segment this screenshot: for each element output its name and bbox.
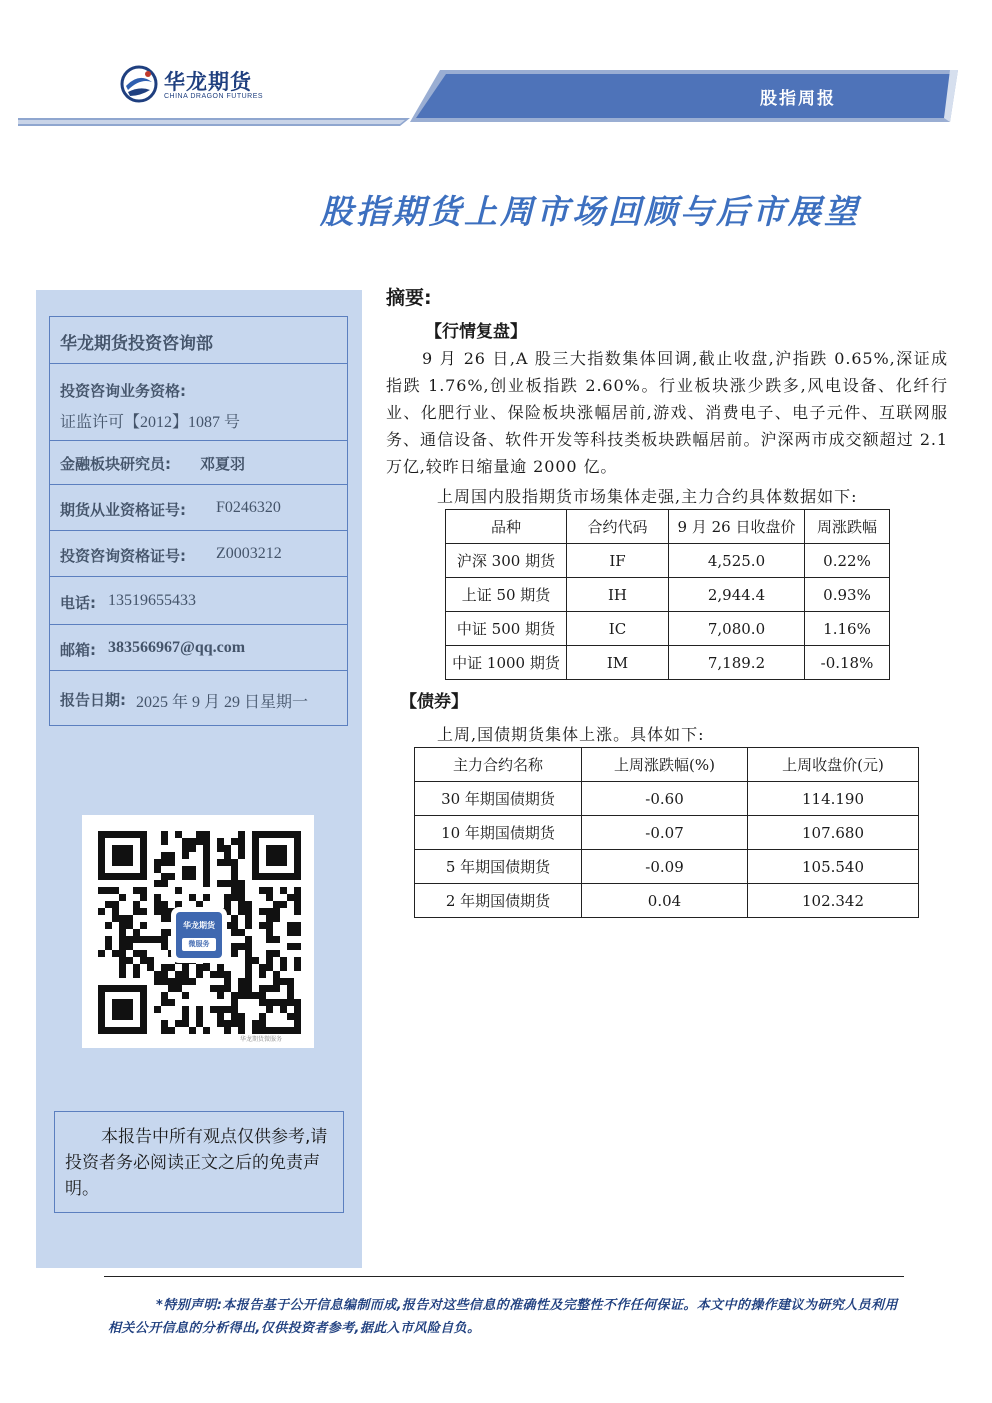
market-paragraph: 9 月 26 日,A 股三大指数集体回调,截止收盘,沪指跌 0.65%,深证成指跌 1.76%,创业板指跌 2.60%。行业板块涨少跌多,风电设备、化纤行业、化肥行业、保险板块涨幅居前,游戏、消费电子、电子元件、互联网服务、通信设备、软件开发等科技类板块跌幅居前。沪深两市成交额超过 2.1 万亿,较昨日缩量逾 2000 亿。 xyxy=(386,349,948,476)
table-cell: -0.60 xyxy=(582,782,748,816)
table-cell: -0.07 xyxy=(582,816,748,850)
qr-caption: 华龙期货微服务 xyxy=(240,1036,283,1043)
report-type-label: 股指周报 xyxy=(760,89,836,109)
qr-badge-inner xyxy=(176,912,222,958)
footer-disclaimer: *特别声明:本报告基于公开信息编制而成,报告对这些信息的准确性及完整性不作任何保证。本文中的操作建议为研究人员利用相关公开信息的分析得出,仅供投资者参考,据此入市风险自负。 xyxy=(108,1298,898,1336)
table-row xyxy=(415,782,919,816)
table-cell: -0.18% xyxy=(805,646,890,680)
table-cell: 2,944.4 xyxy=(669,578,805,612)
table-header-cell: 品种 xyxy=(446,510,567,544)
table-header-cell: 上周涨跌幅(%) xyxy=(582,748,748,782)
table-cell: 10 年期国债期货 xyxy=(415,816,582,850)
table-cell: IM xyxy=(567,646,669,680)
table-cell: IF xyxy=(567,544,669,578)
phone-value: 13519655433 xyxy=(108,592,196,609)
bond-intro: 上周,国债期货集体上涨。具体如下: xyxy=(437,725,705,744)
table-header-row xyxy=(415,748,919,782)
consult-cert-value: Z0003212 xyxy=(216,545,282,562)
qr-code xyxy=(82,815,314,1048)
info-row-futures-cert xyxy=(50,485,347,531)
qualification-label: 投资咨询业务资格: xyxy=(60,382,186,400)
table-cell: IC xyxy=(567,612,669,646)
date-label: 报告日期: xyxy=(60,691,126,709)
table-header-cell: 主力合约名称 xyxy=(415,748,582,782)
info-row-consult-cert xyxy=(50,531,347,577)
table-header-cell: 上周收盘价(元) xyxy=(748,748,919,782)
email-value: 383566967@qq.com xyxy=(108,639,246,656)
logo-icon xyxy=(120,64,158,104)
table-cell: 7,189.2 xyxy=(669,646,805,680)
table-row xyxy=(415,884,919,918)
table-cell: 沪深 300 期货 xyxy=(446,544,567,578)
summary-heading: 摘要: xyxy=(386,287,432,309)
footer-divider xyxy=(104,1276,904,1277)
logo-subtext: CHINA DRAGON FUTURES xyxy=(164,93,264,100)
info-row-date xyxy=(50,671,347,726)
table-row xyxy=(415,816,919,850)
table-header-cell: 周涨跌幅 xyxy=(805,510,890,544)
table-cell: 5 年期国债期货 xyxy=(415,850,582,884)
table-cell: 0.04 xyxy=(582,884,748,918)
analyst-info-box xyxy=(49,316,348,726)
table-cell: IH xyxy=(567,578,669,612)
table-row xyxy=(446,646,890,680)
table-row xyxy=(415,850,919,884)
futures-cert-value: F0246320 xyxy=(216,499,281,516)
qr-badge-text: 华龙期货 xyxy=(183,921,215,930)
info-row-researcher xyxy=(50,441,347,485)
bond-table xyxy=(414,747,919,918)
date-value: 2025 年 9 月 29 日星期一 xyxy=(136,694,309,711)
researcher-label: 金融板块研究员: xyxy=(60,455,171,473)
table-cell: 中证 500 期货 xyxy=(446,612,567,646)
table-cell: 4,525.0 xyxy=(669,544,805,578)
consult-cert-label: 投资咨询资格证号: xyxy=(60,547,186,565)
phone-label: 电话: xyxy=(60,594,96,612)
table-row xyxy=(446,544,890,578)
market-section-heading: 【行情复盘】 xyxy=(425,322,527,342)
table-cell: 中证 1000 期货 xyxy=(446,646,567,680)
table-cell: 107.680 xyxy=(748,816,919,850)
info-row-phone xyxy=(50,577,347,625)
page-title: 股指期货上周市场回顾与后市展望 xyxy=(320,192,860,231)
table-header-cell: 合约代码 xyxy=(567,510,669,544)
logo-text: 华龙期货 xyxy=(164,70,252,94)
table-cell: 102.342 xyxy=(748,884,919,918)
table-cell: 105.540 xyxy=(748,850,919,884)
qualification-value: 证监许可【2012】1087 号 xyxy=(60,414,241,431)
info-row-qualification xyxy=(50,364,347,441)
info-row-email xyxy=(50,625,347,671)
table-cell: 0.93% xyxy=(805,578,890,612)
info-row-department xyxy=(50,317,347,364)
futures-cert-label: 期货从业资格证号: xyxy=(60,501,186,519)
table-cell: 30 年期国债期货 xyxy=(415,782,582,816)
table-cell: 2 年期国债期货 xyxy=(415,884,582,918)
qr-badge-label: 微服务 xyxy=(182,938,216,951)
futures-intro: 上周国内股指期货市场集体走强,主力合约具体数据如下: xyxy=(437,487,858,506)
researcher-name: 邓夏羽 xyxy=(200,455,246,473)
futures-table xyxy=(445,509,890,680)
table-cell: 0.22% xyxy=(805,544,890,578)
department-name: 华龙期货投资咨询部 xyxy=(60,334,213,354)
bond-section-heading: 【债券】 xyxy=(400,692,468,712)
table-row xyxy=(446,578,890,612)
email-label: 邮箱: xyxy=(60,641,96,659)
table-cell: 114.190 xyxy=(748,782,919,816)
table-cell: -0.09 xyxy=(582,850,748,884)
qr-badge xyxy=(173,909,225,961)
table-cell: 上证 50 期货 xyxy=(446,578,567,612)
table-cell: 1.16% xyxy=(805,612,890,646)
table-cell: 7,080.0 xyxy=(669,612,805,646)
disclaimer-note: 本报告中所有观点仅供参考,请投资者务必阅读正文之后的免责声明。 xyxy=(65,1127,328,1199)
disclaimer-note-box xyxy=(54,1111,344,1213)
table-header-row xyxy=(446,510,890,544)
table-row xyxy=(446,612,890,646)
table-header-cell: 9 月 26 日收盘价 xyxy=(669,510,805,544)
